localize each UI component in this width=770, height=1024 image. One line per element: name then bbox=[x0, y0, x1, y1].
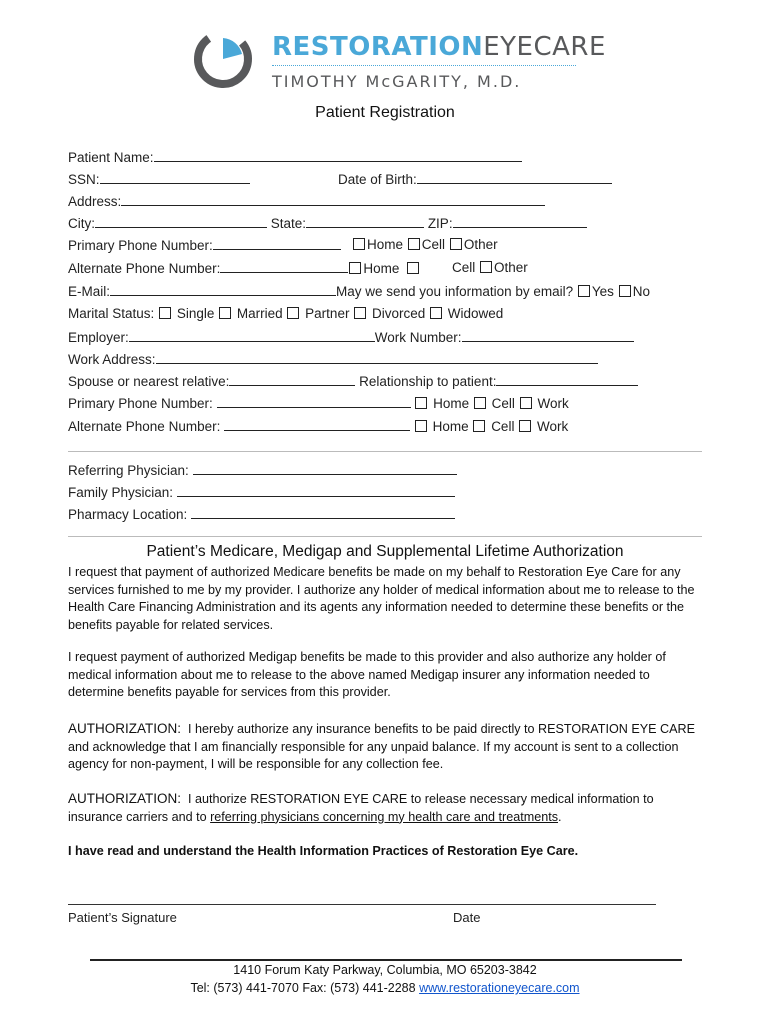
employer-field[interactable] bbox=[129, 328, 375, 342]
footer-rule bbox=[90, 959, 682, 961]
acknowledgement-statement: I have read and understand the Health Information Practices of Restoration Eye Care. bbox=[68, 844, 579, 858]
referring-physician-label: Referring Physician: bbox=[68, 463, 189, 478]
spouse-alt-home-checkbox[interactable] bbox=[415, 420, 427, 432]
divider bbox=[68, 536, 702, 537]
referring-physician-field[interactable] bbox=[193, 461, 457, 475]
email-no-checkbox[interactable] bbox=[619, 285, 631, 297]
work-number-field[interactable] bbox=[462, 328, 634, 342]
website-link[interactable]: www.restorationeyecare.com bbox=[419, 981, 580, 995]
partner-checkbox[interactable] bbox=[287, 307, 299, 319]
logo-doctor: TIMOTHY McGARITY, M.D. bbox=[272, 72, 522, 91]
employer-label: Employer: bbox=[68, 330, 129, 345]
spouse-work-checkbox[interactable] bbox=[520, 397, 532, 409]
email-question: May we send you information by email? bbox=[336, 284, 574, 299]
logo-brand: RESTORATIONEYECARE bbox=[272, 32, 606, 62]
spouse-alt-work-checkbox[interactable] bbox=[519, 420, 531, 432]
spouse-alternate-phone-field[interactable] bbox=[224, 417, 410, 431]
authorization-heading: Patient’s Medicare, Medigap and Supplemental Lifetime Authorization bbox=[146, 543, 624, 560]
logo-mark-icon bbox=[190, 26, 256, 92]
single-checkbox[interactable] bbox=[159, 307, 171, 319]
other-checkbox[interactable] bbox=[450, 238, 462, 250]
email-label: E-Mail: bbox=[68, 284, 111, 299]
married-checkbox[interactable] bbox=[219, 307, 231, 319]
spouse-field[interactable] bbox=[229, 372, 355, 386]
patient-signature-label: Patient’s Signature bbox=[68, 910, 177, 925]
work-address-label: Work Address: bbox=[68, 352, 156, 367]
spouse-alt-cell-checkbox[interactable] bbox=[473, 420, 485, 432]
work-address-field[interactable] bbox=[156, 350, 598, 364]
email-yes-checkbox[interactable] bbox=[578, 285, 590, 297]
marital-status-row: Marital Status: Single Married Partner Divorced Widowed bbox=[68, 306, 504, 321]
spouse-label: Spouse or nearest relative: bbox=[68, 374, 230, 389]
pharmacy-location-label: Pharmacy Location: bbox=[68, 507, 188, 522]
family-physician-field[interactable] bbox=[177, 483, 455, 497]
pharmacy-location-field[interactable] bbox=[191, 505, 455, 519]
dob-field[interactable] bbox=[417, 170, 612, 184]
spouse-cell-checkbox[interactable] bbox=[474, 397, 486, 409]
primary-phone-type: Home Cell Other bbox=[352, 236, 498, 254]
family-physician-label: Family Physician: bbox=[68, 485, 174, 500]
signature-line[interactable] bbox=[68, 904, 656, 905]
spouse-primary-phone-field[interactable] bbox=[217, 394, 411, 408]
medicare-paragraph: I request that payment of authorized Medicare benefits be made on my behalf to Restoration Eye Care for any services furnished to me by my provider. I authorize any holder of medical information about me to release to the Health Care Financing Administration and its agents any information needed to determine these benefits or the benefits payable for related services. bbox=[68, 565, 695, 632]
widowed-checkbox[interactable] bbox=[430, 307, 442, 319]
work-number-label: Work Number: bbox=[374, 330, 462, 345]
page-title: Patient Registration bbox=[315, 104, 455, 121]
address-field[interactable] bbox=[121, 192, 545, 206]
divorced-checkbox[interactable] bbox=[354, 307, 366, 319]
state-field[interactable] bbox=[306, 214, 424, 228]
referring-physicians-text: referring physicians concerning my health care and treatments bbox=[210, 809, 559, 824]
primary-phone-field[interactable] bbox=[213, 236, 341, 250]
zip-field[interactable] bbox=[453, 214, 587, 228]
footer-contact: Tel: (573) 441-7070 Fax: (573) 441-2288 www.restorationeyecare.com bbox=[190, 981, 580, 995]
city-field[interactable] bbox=[95, 214, 267, 228]
primary-phone-label: Primary Phone Number: bbox=[68, 238, 213, 253]
relationship-field[interactable] bbox=[496, 372, 638, 386]
spouse-primary-phone-label: Primary Phone Number: bbox=[68, 396, 213, 411]
footer-address: 1410 Forum Katy Parkway, Columbia, MO 65203-3842 bbox=[233, 963, 537, 977]
authorization-label: AUTHORIZATION: bbox=[68, 791, 181, 806]
spouse-home-checkbox[interactable] bbox=[415, 397, 427, 409]
ssn-field[interactable] bbox=[100, 170, 250, 184]
authorization-label: AUTHORIZATION: bbox=[68, 721, 181, 736]
patient-name-field[interactable] bbox=[154, 148, 522, 162]
authorization-paragraph-2: AUTHORIZATION: I authorize RESTORATION EYE CARE to release necessary medical information to insurance carriers and to referring physicians concerning my health care and treatments. bbox=[68, 791, 654, 824]
alternate-phone-label: Alternate Phone Number: bbox=[68, 261, 221, 276]
divider bbox=[68, 451, 702, 452]
alternate-phone-field[interactable] bbox=[220, 259, 348, 273]
ssn-label: SSN: bbox=[68, 172, 100, 187]
logo bbox=[190, 26, 606, 96]
medigap-paragraph: I request payment of authorized Medigap benefits be made to this provider and also authorize any holder of medical information about me to release to the above named Medigap insurer any information needed to determine benefits payable for services from this provider. bbox=[68, 650, 666, 699]
alt-blank-checkbox[interactable] bbox=[407, 262, 419, 274]
email-field[interactable] bbox=[110, 282, 336, 296]
spouse-alternate-phone-label: Alternate Phone Number: bbox=[68, 419, 221, 434]
date-label: Date bbox=[453, 910, 481, 925]
zip-label: ZIP: bbox=[427, 216, 453, 231]
patient-name-label: Patient Name: bbox=[68, 150, 154, 165]
dob-label: Date of Birth: bbox=[338, 172, 417, 187]
city-label: City: bbox=[68, 216, 95, 231]
relationship-label: Relationship to patient: bbox=[359, 374, 497, 389]
authorization-paragraph-1: AUTHORIZATION: I hereby authorize any insurance benefits to be paid directly to RESTORATION EYE CARE and acknowledge that I am financially responsible for any unpaid balance. If my account is sent to a collection agency for non-payment, I will be responsible for any collection fee. bbox=[68, 721, 696, 771]
alt-home-checkbox[interactable] bbox=[349, 262, 361, 274]
cell-checkbox[interactable] bbox=[408, 238, 420, 250]
home-checkbox[interactable] bbox=[353, 238, 365, 250]
alt-other-checkbox[interactable] bbox=[480, 261, 492, 273]
state-label: State: bbox=[270, 216, 307, 231]
address-label: Address: bbox=[68, 194, 122, 209]
